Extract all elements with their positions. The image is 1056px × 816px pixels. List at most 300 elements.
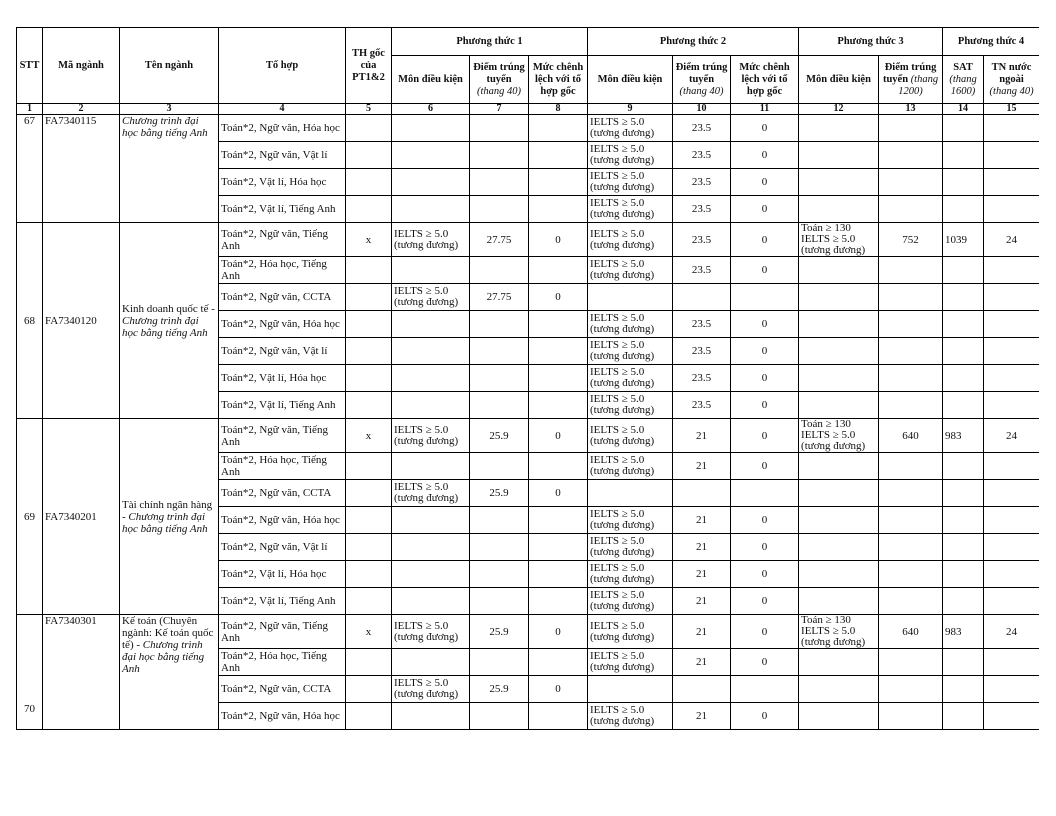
pt3-condition: [799, 480, 879, 507]
header-phuong-thuc-1: Phương thức 1: [392, 28, 588, 56]
pt3-score: [879, 257, 943, 284]
header-pt1-diem: [470, 56, 529, 104]
pt3-condition: [799, 676, 879, 703]
foreign-graduation-score: [984, 703, 1039, 730]
ielts-condition: IELTS ≥ 5.0 (tương đương): [590, 508, 655, 531]
pt2-score: 21: [673, 453, 731, 480]
column-number: 10: [673, 104, 731, 115]
foreign-graduation-score: 24: [984, 615, 1039, 649]
sat-math-condition: Toán ≥ 130 IELTS ≥ 5.0 (tương đương): [801, 614, 866, 648]
column-number: 8: [529, 104, 588, 115]
column-number: 13: [879, 104, 943, 115]
header-tn-label: TN nước ngoài: [991, 61, 1032, 85]
row-stt: 67: [17, 115, 43, 223]
pt2-score: 23.5: [673, 311, 731, 338]
pt1-score: 25.9: [470, 676, 529, 703]
ielts-condition: IELTS ≥ 5.0 (tương đương): [394, 677, 459, 700]
pt1-difference: [529, 115, 588, 142]
foreign-graduation-score: [984, 196, 1039, 223]
subject-combination: Toán*2, Ngữ văn, Tiếng Anh: [219, 223, 346, 257]
foreign-graduation-score: [984, 534, 1039, 561]
header-tn-scale: (thang 40): [989, 85, 1034, 97]
sat-score: [943, 311, 984, 338]
ielts-condition: IELTS ≥ 5.0 (tương đương): [590, 170, 655, 193]
foreign-graduation-score: [984, 284, 1039, 311]
header-phuong-thuc-2: Phương thức 2: [588, 28, 799, 56]
column-number: 7: [470, 104, 529, 115]
pt3-condition: [799, 284, 879, 311]
subject-combination: Toán*2, Vật lí, Hóa học: [219, 561, 346, 588]
pt1-score: [470, 115, 529, 142]
row-ten-nganh: [120, 615, 219, 730]
pt1-condition: [392, 392, 470, 419]
pt1-score: [470, 534, 529, 561]
pt1-score: [470, 588, 529, 615]
pt2-difference: 0: [731, 507, 799, 534]
pt2-condition: [588, 703, 673, 730]
sat-score: [943, 338, 984, 365]
subject-combination: Toán*2, Ngữ văn, Hóa học: [219, 507, 346, 534]
original-combination-mark: x: [346, 615, 392, 649]
foreign-graduation-score: [984, 311, 1039, 338]
sat-score: [943, 392, 984, 419]
original-combination-mark: [346, 676, 392, 703]
pt1-condition: [392, 480, 470, 507]
sat-math-condition: Toán ≥ 130 IELTS ≥ 5.0 (tương đương): [801, 418, 866, 452]
pt3-condition: [799, 169, 879, 196]
pt2-condition: [588, 311, 673, 338]
header-th-goc: TH gốc của PT1&2: [346, 28, 392, 104]
foreign-graduation-score: 24: [984, 419, 1039, 453]
sat-score: [943, 257, 984, 284]
program-type: Chương trình đại học bằng tiếng Anh: [122, 510, 208, 535]
column-number: 4: [219, 104, 346, 115]
pt3-condition: [799, 311, 879, 338]
pt2-score: [673, 480, 731, 507]
pt1-difference: [529, 169, 588, 196]
pt1-difference: [529, 588, 588, 615]
column-number: 1: [17, 104, 43, 115]
pt3-condition: [799, 588, 879, 615]
foreign-graduation-score: [984, 507, 1039, 534]
sat-score: [943, 365, 984, 392]
sat-score: [943, 561, 984, 588]
original-combination-mark: x: [346, 223, 392, 257]
header-pt2-mon-dieu-kien: Môn điều kiện: [588, 56, 673, 104]
program-type: Chương trình đại học bằng tiếng Anh: [122, 314, 208, 339]
pt1-condition: [392, 649, 470, 676]
subject-combination: Toán*2, Hóa học, Tiếng Anh: [219, 649, 346, 676]
foreign-graduation-score: [984, 588, 1039, 615]
subject-combination: Toán*2, Ngữ văn, Vật lí: [219, 338, 346, 365]
pt3-score: [879, 480, 943, 507]
program-name: Kế toán (Chuyên ngành: Kế toán quốc tế) -: [122, 615, 214, 651]
pt3-score: [879, 392, 943, 419]
pt1-difference: [529, 365, 588, 392]
pt1-condition: [392, 453, 470, 480]
column-number-row: [17, 104, 1040, 115]
pt3-condition: [799, 257, 879, 284]
pt3-condition: [799, 223, 879, 257]
pt1-score: [470, 649, 529, 676]
original-combination-mark: [346, 257, 392, 284]
ielts-condition: IELTS ≥ 5.0 (tương đương): [590, 227, 655, 251]
pt3-condition: [799, 534, 879, 561]
foreign-graduation-score: [984, 676, 1039, 703]
pt2-score: 21: [673, 649, 731, 676]
column-number: 14: [943, 104, 984, 115]
subject-combination: Toán*2, Vật lí, Hóa học: [219, 365, 346, 392]
foreign-graduation-score: [984, 649, 1039, 676]
header-to-hop: Tổ hợp: [219, 28, 346, 104]
pt3-score: [879, 507, 943, 534]
pt1-score: [470, 365, 529, 392]
ielts-condition: IELTS ≥ 5.0 (tương đương): [590, 197, 655, 220]
pt1-condition: [392, 703, 470, 730]
header-pt3-mon-dieu-kien: Môn điều kiện: [799, 56, 879, 104]
pt2-condition: [588, 507, 673, 534]
row-ma-nganh: FA7340120: [43, 223, 120, 419]
ielts-condition: IELTS ≥ 5.0 (tương đương): [394, 227, 459, 251]
ielts-condition: IELTS ≥ 5.0 (tương đương): [590, 258, 655, 281]
pt2-condition: [588, 223, 673, 257]
pt1-difference: [529, 534, 588, 561]
pt3-condition: [799, 115, 879, 142]
header-sat-label: SAT: [953, 61, 973, 73]
pt2-difference: 0: [731, 703, 799, 730]
original-combination-mark: [346, 561, 392, 588]
row-stt: 68: [17, 223, 43, 419]
pt3-condition: [799, 142, 879, 169]
pt1-score: 27.75: [470, 223, 529, 257]
sat-score: [943, 676, 984, 703]
pt1-difference: 0: [529, 480, 588, 507]
ielts-condition: IELTS ≥ 5.0 (tương đương): [590, 116, 655, 139]
foreign-graduation-score: [984, 338, 1039, 365]
pt2-condition: [588, 169, 673, 196]
pt1-difference: [529, 649, 588, 676]
sat-score: 983: [943, 615, 984, 649]
pt1-score: [470, 453, 529, 480]
pt3-condition: [799, 196, 879, 223]
row-ma-nganh: FA7340115: [43, 115, 120, 223]
pt2-score: 21: [673, 588, 731, 615]
pt3-condition: [799, 649, 879, 676]
sat-score: [943, 142, 984, 169]
row-stt: 70: [17, 615, 43, 730]
column-number: 6: [392, 104, 470, 115]
pt1-difference: 0: [529, 615, 588, 649]
pt1-difference: [529, 338, 588, 365]
pt1-condition: [392, 169, 470, 196]
header-pt2-scale: (thang 40): [679, 85, 724, 97]
header-sat-scale: (thang 1600): [949, 73, 977, 97]
ielts-condition: IELTS ≥ 5.0 (tương đương): [590, 704, 655, 727]
pt2-difference: [731, 676, 799, 703]
pt1-difference: 0: [529, 223, 588, 257]
pt1-condition: [392, 561, 470, 588]
header-pt1-chenh-lech: Mức chênh lệch với tổ hợp gốc: [529, 56, 588, 104]
pt2-condition: [588, 534, 673, 561]
header-pt1-scale: (thang 40): [476, 85, 522, 97]
header-ten-nganh: Tên ngành: [120, 28, 219, 104]
header-pt2-chenh-lech: Mức chênh lệch với tổ hợp gốc: [731, 56, 799, 104]
pt1-score: 25.9: [470, 480, 529, 507]
pt1-difference: [529, 196, 588, 223]
pt1-condition: [392, 676, 470, 703]
sat-score: [943, 588, 984, 615]
foreign-graduation-score: [984, 561, 1039, 588]
header-pt1-diem-label: Điểm trúng tuyển: [473, 61, 525, 85]
pt2-score: 23.5: [673, 223, 731, 257]
pt3-condition: [799, 507, 879, 534]
pt1-condition: [392, 257, 470, 284]
pt2-score: 23.5: [673, 338, 731, 365]
pt1-score: [470, 169, 529, 196]
pt3-score: [879, 284, 943, 311]
subject-combination: Toán*2, Ngữ văn, CCTA: [219, 480, 346, 507]
original-combination-mark: [346, 169, 392, 196]
pt2-difference: 0: [731, 169, 799, 196]
column-number: 12: [799, 104, 879, 115]
pt2-difference: 0: [731, 223, 799, 257]
pt1-condition: [392, 615, 470, 649]
pt1-score: [470, 196, 529, 223]
pt2-score: 21: [673, 507, 731, 534]
pt1-difference: [529, 507, 588, 534]
pt2-condition: [588, 453, 673, 480]
table-row: [17, 115, 1040, 142]
row-ten-nganh: [120, 223, 219, 419]
pt3-score: [879, 453, 943, 480]
pt1-difference: 0: [529, 284, 588, 311]
pt2-difference: 0: [731, 534, 799, 561]
sat-score: [943, 169, 984, 196]
pt2-difference: 0: [731, 338, 799, 365]
subject-combination: Toán*2, Hóa học, Tiếng Anh: [219, 257, 346, 284]
column-number: 5: [346, 104, 392, 115]
pt3-score: [879, 169, 943, 196]
original-combination-mark: [346, 365, 392, 392]
column-number: 3: [120, 104, 219, 115]
foreign-graduation-score: [984, 392, 1039, 419]
admission-score-table: [16, 27, 1039, 730]
pt2-score: [673, 284, 731, 311]
header-pt3-diem: [879, 56, 943, 104]
pt2-condition: [588, 588, 673, 615]
ielts-condition: IELTS ≥ 5.0 (tương đương): [590, 562, 655, 585]
subject-combination: Toán*2, Ngữ văn, Vật lí: [219, 534, 346, 561]
subject-combination: Toán*2, Hóa học, Tiếng Anh: [219, 453, 346, 480]
sat-score: 983: [943, 419, 984, 453]
subject-combination: Toán*2, Vật lí, Hóa học: [219, 169, 346, 196]
pt1-score: [470, 507, 529, 534]
subject-combination: Toán*2, Ngữ văn, Tiếng Anh: [219, 419, 346, 453]
header-pt2-diem: [673, 56, 731, 104]
pt2-difference: 0: [731, 311, 799, 338]
pt2-difference: 0: [731, 142, 799, 169]
pt3-score: 640: [879, 615, 943, 649]
pt2-difference: 0: [731, 561, 799, 588]
pt2-difference: 0: [731, 392, 799, 419]
program-type: Chương trình đại học bằng tiếng Anh: [122, 639, 205, 675]
ielts-condition: IELTS ≥ 5.0 (tương đương): [590, 339, 655, 362]
subject-combination: Toán*2, Vật lí, Tiếng Anh: [219, 588, 346, 615]
ielts-condition: IELTS ≥ 5.0 (tương đương): [590, 535, 655, 558]
pt2-score: 23.5: [673, 257, 731, 284]
pt1-condition: [392, 196, 470, 223]
row-ma-nganh: FA7340201: [43, 419, 120, 615]
pt2-condition: [588, 392, 673, 419]
pt3-condition: [799, 365, 879, 392]
pt3-score: [879, 338, 943, 365]
pt1-condition: [392, 365, 470, 392]
pt2-condition: [588, 257, 673, 284]
pt2-condition: [588, 419, 673, 453]
pt1-condition: [392, 507, 470, 534]
pt1-condition: [392, 115, 470, 142]
pt2-difference: 0: [731, 257, 799, 284]
pt2-difference: 0: [731, 115, 799, 142]
original-combination-mark: [346, 649, 392, 676]
header-pt2-diem-label: Điểm trúng tuyển: [675, 61, 728, 85]
foreign-graduation-score: [984, 365, 1039, 392]
pt3-score: [879, 142, 943, 169]
ielts-condition: IELTS ≥ 5.0 (tương đương): [590, 619, 655, 643]
pt2-difference: [731, 284, 799, 311]
foreign-graduation-score: 24: [984, 223, 1039, 257]
pt1-condition: [392, 588, 470, 615]
pt3-score: [879, 588, 943, 615]
pt1-condition: [392, 284, 470, 311]
subject-combination: Toán*2, Vật lí, Tiếng Anh: [219, 392, 346, 419]
foreign-graduation-score: [984, 480, 1039, 507]
pt3-condition: [799, 703, 879, 730]
header-tn-nuoc-ngoai: [984, 56, 1039, 104]
header-phuong-thuc-3: Phương thức 3: [799, 28, 943, 56]
ielts-condition: IELTS ≥ 5.0 (tương đương): [590, 393, 655, 416]
original-combination-mark: [346, 196, 392, 223]
program-name: Tài chính ngân hàng -: [122, 498, 213, 523]
original-combination-mark: x: [346, 419, 392, 453]
header-pt3-scale: (thang 1200): [898, 73, 939, 97]
table-row: [17, 223, 1040, 257]
ielts-condition: IELTS ≥ 5.0 (tương đương): [590, 589, 655, 612]
foreign-graduation-score: [984, 115, 1039, 142]
pt2-condition: [588, 480, 673, 507]
pt2-score: 21: [673, 419, 731, 453]
header-ma-nganh: Mã ngành: [43, 28, 120, 104]
pt2-condition: [588, 676, 673, 703]
ielts-condition: IELTS ≥ 5.0 (tương đương): [590, 143, 655, 166]
pt2-condition: [588, 142, 673, 169]
sat-score: [943, 507, 984, 534]
header-phuong-thuc-4: Phương thức 4: [943, 28, 1039, 56]
subject-combination: Toán*2, Ngữ văn, CCTA: [219, 284, 346, 311]
sat-score: [943, 480, 984, 507]
original-combination-mark: [346, 142, 392, 169]
row-stt: 69: [17, 419, 43, 615]
foreign-graduation-score: [984, 169, 1039, 196]
header-pt3-diem-label: Điểm trúng tuyển: [882, 61, 937, 85]
pt2-difference: 0: [731, 588, 799, 615]
original-combination-mark: [346, 507, 392, 534]
row-ten-nganh: [120, 115, 219, 223]
pt3-score: [879, 561, 943, 588]
ielts-condition: IELTS ≥ 5.0 (tương đương): [394, 481, 459, 504]
pt2-score: 21: [673, 615, 731, 649]
sat-score: [943, 115, 984, 142]
subject-combination: Toán*2, Vật lí, Tiếng Anh: [219, 196, 346, 223]
pt3-score: [879, 115, 943, 142]
pt3-score: [879, 703, 943, 730]
pt1-score: [470, 311, 529, 338]
foreign-graduation-score: [984, 142, 1039, 169]
sat-score: [943, 284, 984, 311]
program-type: Chương trình đại học bằng tiếng Anh: [122, 115, 208, 139]
pt3-score: [879, 365, 943, 392]
pt1-difference: 0: [529, 419, 588, 453]
pt2-score: 23.5: [673, 115, 731, 142]
ielts-condition: IELTS ≥ 5.0 (tương đương): [590, 650, 655, 673]
sat-score: 1039: [943, 223, 984, 257]
subject-combination: Toán*2, Ngữ văn, CCTA: [219, 676, 346, 703]
sat-score: [943, 196, 984, 223]
pt2-score: 23.5: [673, 392, 731, 419]
original-combination-mark: [346, 115, 392, 142]
column-number: 2: [43, 104, 120, 115]
subject-combination: Toán*2, Ngữ văn, Hóa học: [219, 703, 346, 730]
pt1-difference: [529, 703, 588, 730]
row-ten-nganh: [120, 419, 219, 615]
pt1-condition: [392, 223, 470, 257]
foreign-graduation-score: [984, 257, 1039, 284]
ielts-condition: IELTS ≥ 5.0 (tương đương): [590, 454, 655, 477]
pt3-score: [879, 196, 943, 223]
pt3-condition: [799, 338, 879, 365]
pt3-condition: [799, 561, 879, 588]
sat-score: [943, 453, 984, 480]
pt2-score: 23.5: [673, 196, 731, 223]
pt3-score: 640: [879, 419, 943, 453]
pt2-condition: [588, 365, 673, 392]
header-sat: [943, 56, 984, 104]
row-ma-nganh: FA7340301: [43, 615, 120, 730]
original-combination-mark: [346, 392, 392, 419]
column-number: 9: [588, 104, 673, 115]
pt1-score: [470, 561, 529, 588]
pt2-score: 23.5: [673, 365, 731, 392]
header-stt: STT: [17, 28, 43, 104]
pt2-condition: [588, 561, 673, 588]
subject-combination: Toán*2, Ngữ văn, Vật lí: [219, 142, 346, 169]
table-body: [17, 115, 1040, 730]
pt2-score: 23.5: [673, 142, 731, 169]
pt1-difference: [529, 142, 588, 169]
pt2-difference: 0: [731, 419, 799, 453]
pt1-difference: [529, 257, 588, 284]
subject-combination: Toán*2, Ngữ văn, Tiếng Anh: [219, 615, 346, 649]
admission-table-page: [16, 27, 1039, 783]
column-number: 15: [984, 104, 1039, 115]
original-combination-mark: [346, 703, 392, 730]
pt2-condition: [588, 115, 673, 142]
ielts-condition: IELTS ≥ 5.0 (tương đương): [394, 619, 459, 643]
sat-math-condition: Toán ≥ 130 IELTS ≥ 5.0 (tương đương): [801, 222, 866, 256]
pt3-condition: [799, 419, 879, 453]
header-pt1-mon-dieu-kien: Môn điều kiện: [392, 56, 470, 104]
pt2-difference: 0: [731, 453, 799, 480]
